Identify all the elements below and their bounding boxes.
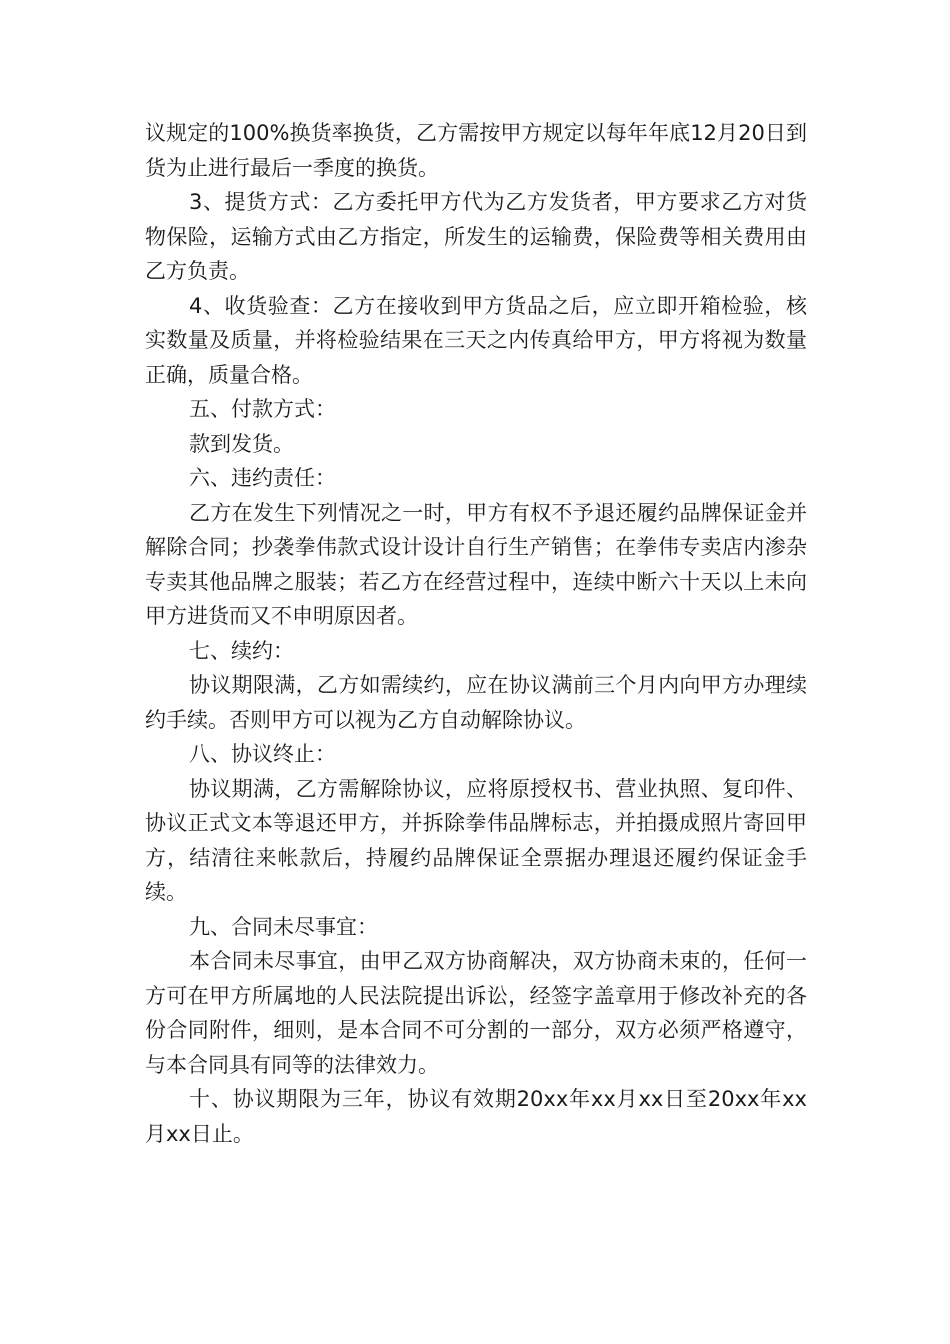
paragraph-pickup-method: 3、提货方式：乙方委托甲方代为乙方发货者，甲方要求乙方对货物保险，运输方式由乙方指定，所发生的运输费，保险费等相关费用由乙方负责。 <box>145 190 807 283</box>
paragraph-renewal: 协议期限满，乙方如需续约，应在协议满前三个月内向甲方办理续约手续。否则甲方可以视为乙方自动解除协议。 <box>145 673 807 732</box>
paragraph-breach: 乙方在发生下列情况之一时，甲方有权不予退还履约品牌保证金并解除合同；抄袭拳伟款式设计设计自行生产销售；在拳伟专卖店内渗杂专卖其他品牌之服装；若乙方在经营过程中，连续中断六十天以上未向甲方进货而又不申明原因者。 <box>145 500 807 628</box>
paragraph-payment: 款到发货。 <box>189 431 294 456</box>
section-heading-breach: 六、违约责任： <box>189 466 336 490</box>
paragraph-unresolved-matters: 本合同未尽事宜，由甲乙双方协商解决，双方协商未束的，任何一方可在甲方所属地的人民法院提出诉讼，经签字盖章用于修改补充的各份合同附件，细则，是本合同不可分割的一部分，双方必须严格遵守，与本合同具有同等的法律效力。 <box>145 949 807 1077</box>
section-heading-unresolved-matters: 九、合同未尽事宜： <box>189 914 378 939</box>
paragraph-termination: 协议期满，乙方需解除协议，应将原授权书、营业执照、复印件、协议正式文本等退还甲方，并拆除拳伟品牌标志，并拍摄成照片寄回甲方，结清往来帐款后，持履约品牌保证全票据办理退还履约保证金手续。 <box>145 776 807 904</box>
paragraph-exchange-continued: 议规定的100%换货率换货，乙方需按甲方规定以每年年底12月20日到货为止进行最后一季度的换货。 <box>145 121 807 180</box>
paragraph-receipt-inspection: 4、收货验查：乙方在接收到甲方货品之后，应立即开箱检验，核实数量及质量，并将检验结果在三天之内传真给甲方，甲方将视为数量正确，质量合格。 <box>145 293 807 387</box>
document-body <box>145 116 807 1151</box>
paragraph-agreement-term: 十、协议期限为三年，协议有效期20xx年xx月xx日至20xx年xx月xx日止。 <box>145 1087 807 1146</box>
section-heading-termination: 八、协议终止： <box>189 742 336 766</box>
section-heading-payment: 五、付款方式： <box>189 397 336 421</box>
section-heading-renewal: 七、续约： <box>189 638 294 663</box>
